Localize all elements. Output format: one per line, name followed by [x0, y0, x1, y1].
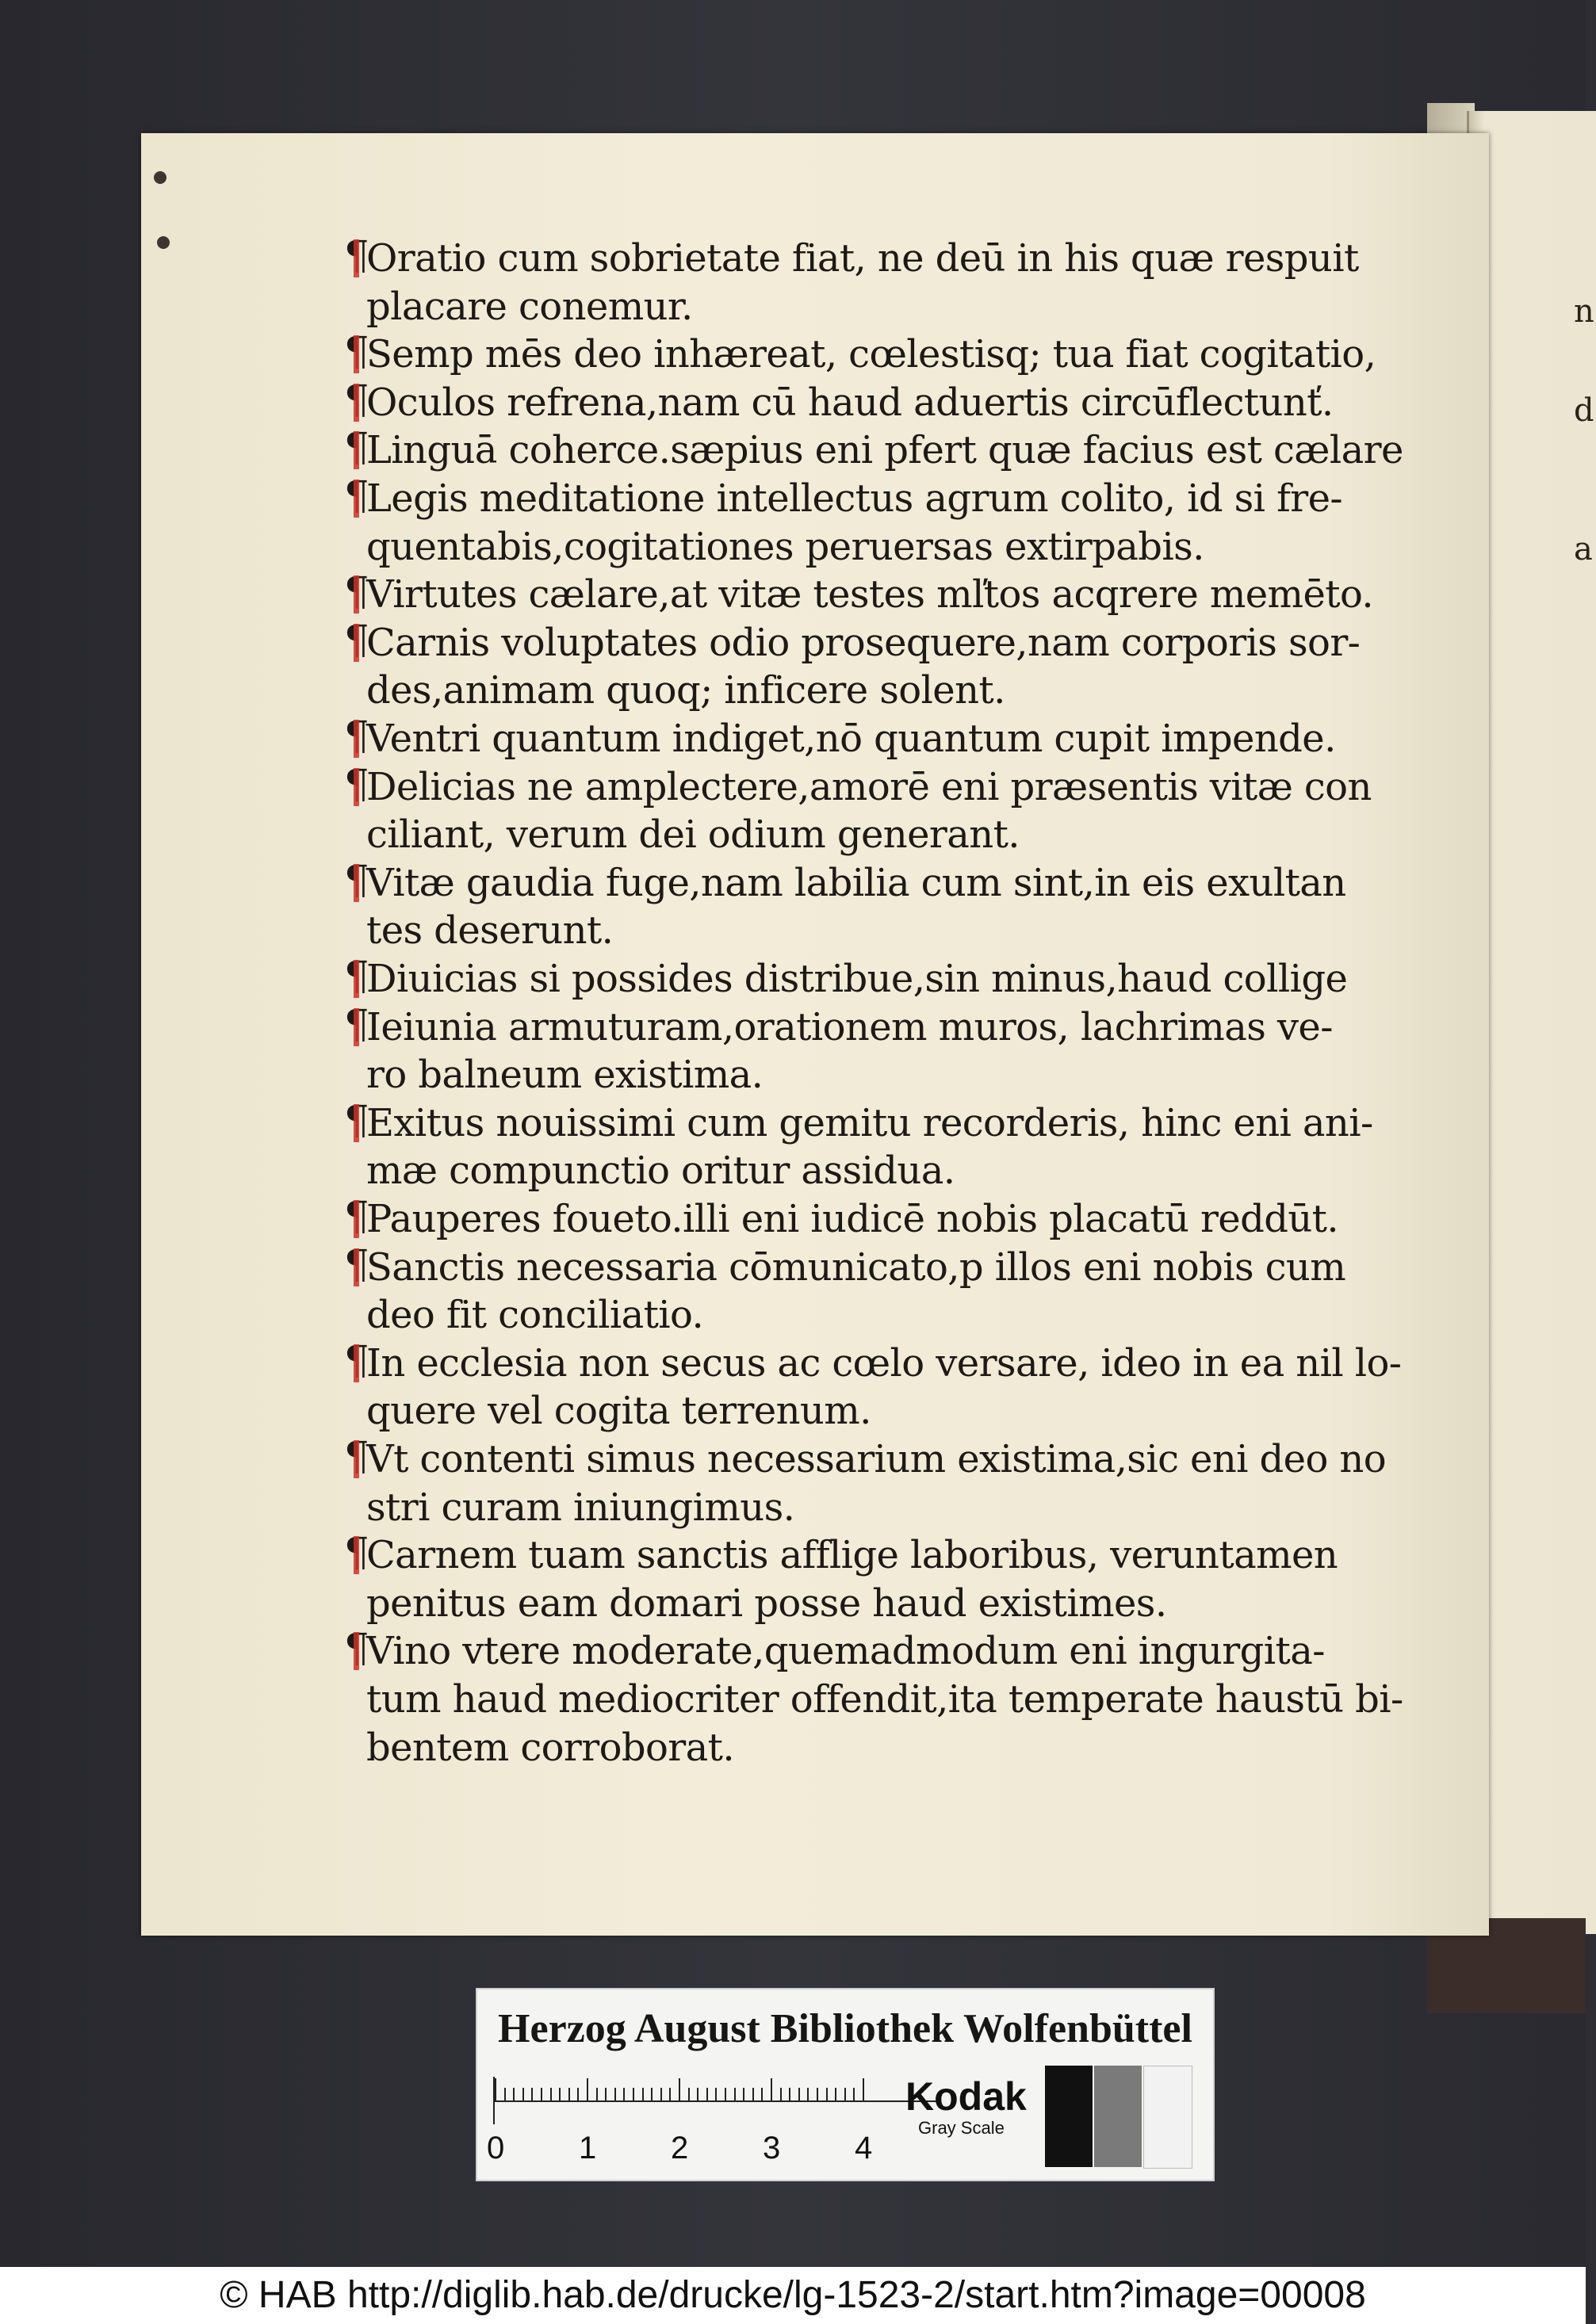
ruler-tick: [651, 2088, 653, 2102]
text-line-content: Virtutes cælare,at vitæ testes mľtos acqrere memēto.: [366, 572, 1374, 617]
paragraph-mark-icon: [344, 331, 365, 375]
paragraph-mark-icon: [344, 955, 365, 1000]
text-line: [366, 1244, 1345, 1291]
gray-swatch-white: [1143, 2066, 1192, 2169]
ruler-tick: [798, 2088, 800, 2102]
target-title: Herzog August Bibliothek Wolfenbüttel: [498, 2006, 1192, 2051]
next-page-letter: n: [1574, 293, 1594, 330]
ruler-tick: [706, 2088, 708, 2102]
text-line: [366, 1195, 1338, 1243]
text-line: [366, 619, 1360, 667]
ruler-tick: [863, 2078, 864, 2102]
text-line-content: des,animam quoq; inficere solent.: [366, 668, 1005, 713]
page-hole: [154, 171, 166, 184]
text-line: [366, 763, 1372, 811]
ruler-tick: [725, 2088, 726, 2102]
text-line-content: Oculos refrena,nam cū haud aduertis circūflectunť.: [366, 380, 1334, 425]
paragraph-mark-icon: [344, 619, 365, 663]
ruler-tick: [734, 2088, 736, 2102]
ruler-tick: [679, 2078, 680, 2102]
text-line-content: stri curam iniungimus.: [366, 1485, 795, 1530]
text-line: [366, 1724, 734, 1772]
gray-swatch-black: [1045, 2066, 1093, 2167]
ruler-tick: [835, 2088, 836, 2102]
ruler-tick: [789, 2088, 790, 2102]
text-line: [366, 235, 1359, 282]
ruler-tick: [568, 2088, 570, 2102]
next-page-letter: a: [1574, 531, 1593, 568]
ruler-tick: [633, 2088, 634, 2102]
text-line: [366, 1435, 1386, 1483]
text-line-content: Delicias ne amplectere,amorē eni præsentis vitæ con: [366, 764, 1372, 809]
text-line-content: Vitæ gaudia fuge,nam labilia cum sint,in eis exultan: [366, 860, 1346, 905]
gray-swatch-mid: [1094, 2066, 1142, 2167]
text-line: [366, 667, 1005, 714]
next-page-letter: d: [1574, 392, 1594, 429]
text-line: [366, 426, 1403, 474]
ruler-tick: [771, 2078, 772, 2102]
ruler-tick: [669, 2088, 671, 2102]
ruler-tick: [541, 2088, 542, 2102]
text-line: [366, 859, 1346, 907]
text-line-content: Legis meditatione intellectus agrum colito, id si fre-: [366, 476, 1342, 521]
text-line: [366, 523, 1204, 571]
footer-caption: © HAB http://diglib.hab.de/drucke/lg-1523-2/start.htm?image=00008: [0, 2267, 1586, 2324]
text-line-content: Semp mēs deo inhæreat, cœlestisq; tua fiat cogitatio,: [366, 332, 1376, 377]
ruler-tick: [761, 2088, 763, 2102]
paragraph-mark-icon: [344, 426, 365, 471]
text-line: [366, 1340, 1401, 1387]
paragraph-mark-icon: [344, 235, 365, 279]
ruler-tick: [660, 2088, 662, 2102]
text-line-content: Ieiunia armuturam,orationem muros, lachrimas ve-: [366, 1004, 1333, 1049]
kodak-logo: Kodak: [905, 2074, 1027, 2119]
paragraph-mark-icon: [344, 715, 365, 759]
text-line: [366, 1147, 955, 1194]
ruler-tick: [559, 2088, 561, 2102]
text-line-content: Vt contenti simus necessarium existima,sic eni deo no: [366, 1437, 1387, 1481]
ruler-tick: [614, 2088, 616, 2102]
text-line-content: Sanctis necessaria cōmunicato,p illos eni nobis cum: [366, 1244, 1346, 1290]
gray-scale-label: Gray Scale: [918, 2118, 1005, 2138]
ruler-tick: [844, 2088, 846, 2102]
text-line-content: Oratio cum sobrietate fiat, ne deū in his quæ respuit: [366, 236, 1359, 281]
ruler-tick: [853, 2088, 855, 2102]
text-line-content: Diuicias si possides distribue,sin minus,haud collige: [366, 957, 1348, 1001]
paragraph-mark-icon: [344, 571, 365, 615]
ruler-number: 4: [855, 2131, 873, 2165]
ruler-tick: [826, 2088, 828, 2102]
text-line-content: deo fit conciliatio.: [366, 1293, 704, 1338]
text-line: [366, 1627, 1325, 1675]
ruler-tick: [623, 2088, 625, 2102]
paragraph-mark-icon: [344, 1435, 365, 1480]
text-line: [366, 1291, 703, 1339]
text-line-content: Carnis voluptates odio prosequere,nam corporis sor-: [366, 620, 1361, 665]
text-line: [366, 955, 1347, 1003]
text-line: [366, 1387, 871, 1435]
text-line: [366, 1676, 1403, 1723]
text-line: [366, 811, 1020, 858]
text-line: [366, 379, 1334, 426]
text-line-content: mæ compunctio oritur assidua.: [366, 1149, 955, 1194]
paragraph-mark-icon: [344, 1099, 365, 1144]
text-line-content: Pauperes foueto.illi eni iudicē nobis placatū reddūt.: [366, 1197, 1339, 1241]
text-line: [366, 1099, 1373, 1147]
ruler-tick: [743, 2088, 744, 2102]
text-line-content: In ecclesia non secus ac cœlo versare, ideo in ea nil lo-: [366, 1340, 1402, 1386]
paragraph-mark-icon: [344, 1627, 365, 1672]
paragraph-mark-icon: [344, 475, 365, 519]
ruler-tick: [495, 2078, 496, 2102]
ruler-number: 1: [579, 2131, 597, 2165]
ruler-tick: [715, 2088, 717, 2102]
text-line: [366, 1484, 794, 1531]
text-line-content: Ventri quantum indiget,nō quantum cupit impende.: [366, 717, 1336, 761]
page-hole: [157, 236, 170, 249]
text-line-content: penitus eam domari posse haud existimes.: [366, 1581, 1167, 1626]
text-line-content: quentabis,cogitationes peruersas extirpabis.: [366, 524, 1204, 569]
text-line: [366, 331, 1376, 378]
text-line-content: Exitus nouissimi cum gemitu recorderis, hinc eni ani-: [366, 1100, 1373, 1145]
ruler-tick: [605, 2088, 607, 2102]
text-line: [366, 1051, 763, 1099]
ruler-tick: [752, 2088, 754, 2102]
ruler-tick: [577, 2088, 579, 2102]
text-line: [366, 283, 693, 331]
ruler-tick: [780, 2088, 782, 2102]
paragraph-mark-icon: [344, 1195, 365, 1240]
ruler-tick: [587, 2078, 588, 2102]
ruler-number: 0: [487, 2131, 505, 2165]
text-line: [366, 715, 1336, 763]
text-line-content: tum haud mediocriter offendit,ita temperate haustū bi-: [366, 1677, 1403, 1722]
text-line: [366, 571, 1373, 618]
ruler-tick: [642, 2088, 644, 2102]
ruler-tick: [697, 2088, 698, 2102]
text-line-content: Vino vtere moderate,quemadmodum eni ingurgita-: [366, 1629, 1325, 1674]
ruler-tick: [817, 2088, 818, 2102]
ruler-tick: [596, 2088, 598, 2102]
text-line-content: quere vel cogita terrenum.: [366, 1389, 871, 1434]
paragraph-mark-icon: [344, 379, 365, 423]
ruler-tick: [807, 2088, 809, 2102]
text-line-content: placare conemur.: [366, 284, 693, 329]
text-line: [366, 1580, 1167, 1627]
text-line: [366, 1531, 1338, 1579]
ruler-tick: [513, 2088, 515, 2102]
ruler-tick: [550, 2088, 552, 2102]
ruler-tick: [522, 2088, 524, 2102]
ruler-number: 3: [763, 2131, 781, 2165]
ruler-tick: [688, 2088, 690, 2102]
color-target-card: [476, 1988, 1215, 2181]
text-line-content: bentem corroborat.: [366, 1725, 735, 1770]
text-line-content: tes deserunt.: [366, 908, 614, 954]
text-line-content: ro balneum existima.: [366, 1053, 764, 1098]
ruler-tick: [531, 2088, 533, 2102]
text-line: [366, 1003, 1333, 1051]
paragraph-mark-icon: [344, 859, 365, 904]
text-line: [366, 907, 613, 954]
text-line: [366, 475, 1342, 522]
ruler-number: 2: [671, 2131, 689, 2165]
paragraph-mark-icon: [344, 1531, 365, 1576]
paragraph-mark-icon: [344, 1244, 365, 1288]
paragraph-mark-icon: [344, 1340, 365, 1384]
text-line-content: ciliant, verum dei odium generant.: [366, 812, 1020, 858]
paragraph-mark-icon: [344, 1003, 365, 1048]
text-line-content: Carnem tuam sanctis afflige laboribus, veruntamen: [366, 1533, 1338, 1578]
ruler-tick: [504, 2088, 506, 2102]
text-line-content: Linguā coherce.sæpius eni pfert quæ facius est cælare: [366, 428, 1403, 473]
paragraph-mark-icon: [344, 763, 365, 808]
ruler: [493, 2077, 939, 2124]
